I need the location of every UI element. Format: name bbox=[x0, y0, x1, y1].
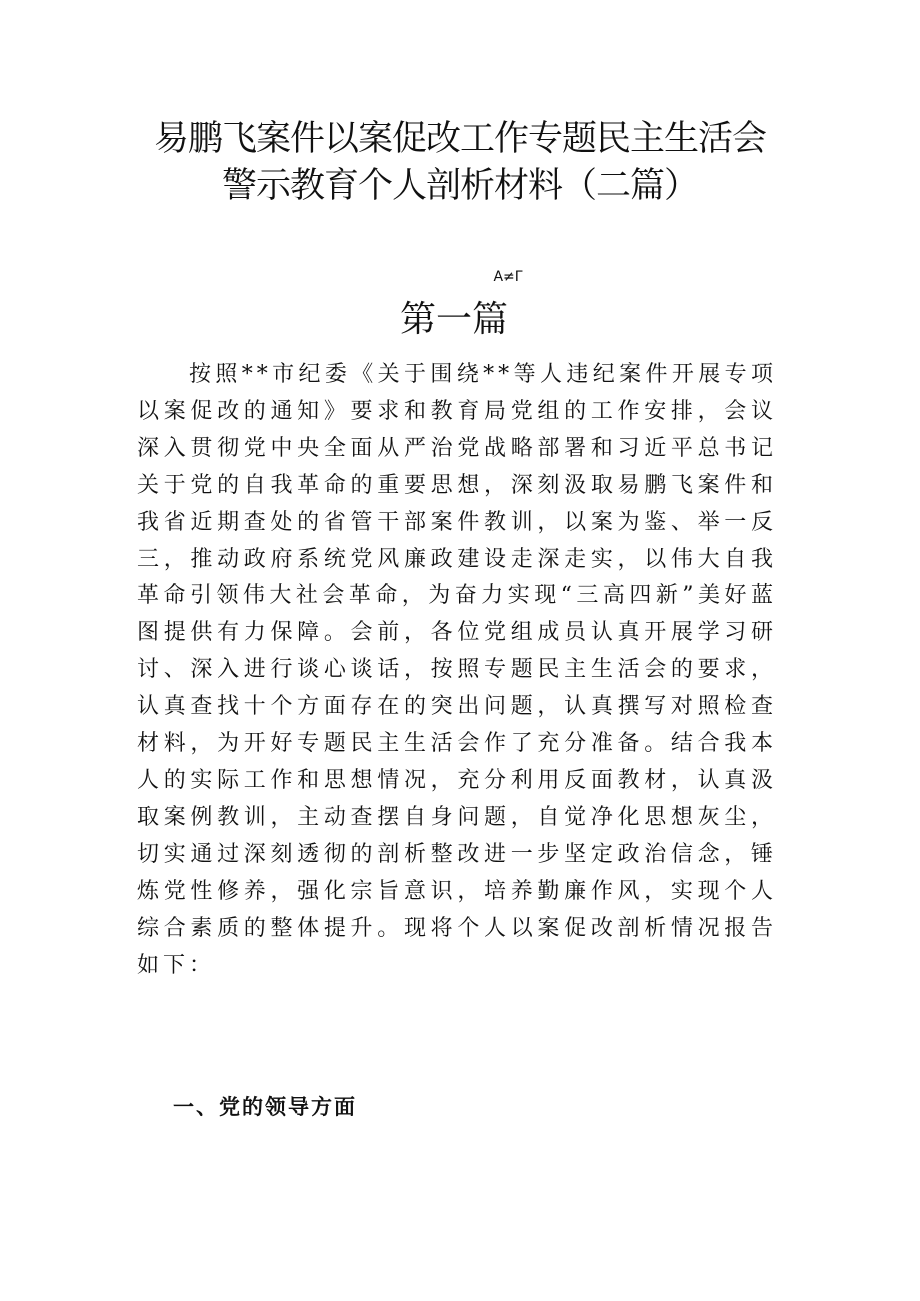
document-title-line-1: 易鹏飞案件以案促改工作专题民主生活会 bbox=[153, 119, 766, 159]
body-paragraph: 按照**市纪委《关于围绕**等人违纪案件开展专项以案促改的通知》要求和教育局党组的工作安排，会议深入贯彻党中央全面从严治党战略部署和习近平总书记关于党的自我革命的重要思想，深刻汲取易鹏飞案件和我省近期查处的省管干部案件教训，以案为鉴、举一反三，推动政府系统党风廉政建设走深走实，以伟大自我革命引领伟大社会革命，为奋力实现“三高四新”美好蓝图提供有力保障。会前，各位党组成员认真开展学习研讨、深入进行谈心谈话，按照专题民主生活会的要求，认真查找十个方面存在的突出问题，认真撰写对照检查材料，为开好专题民主生活会作了充分准备。结合我本人的实际工作和思想情况，充分利用反面教材，认真汲取案例教训，主动查摆自身问题，自觉净化思想灰尘，切实通过深刻透彻的剖析整改进一步坚定政治信念，锤炼党性修养，强化宗旨意识，培养勤廉作风，实现个人综合素质的整体提升。现将个人以案促改剖析情况报告如下： bbox=[137, 362, 777, 978]
document-title-line-2: 警示教育个人剖析材料（二篇） bbox=[221, 166, 698, 206]
sub-heading: 一、党的领导方面 bbox=[173, 1094, 357, 1119]
ocr-artifact-mark: A≠Γ bbox=[493, 269, 523, 285]
section-heading: 第一篇 bbox=[399, 299, 508, 340]
